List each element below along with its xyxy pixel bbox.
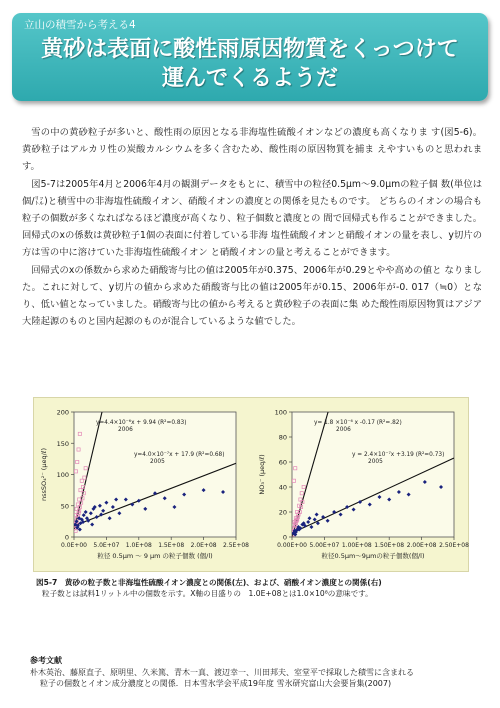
caption-main: 図5-7 黄砂の粒子数と非海塩性硫酸イオン濃度との関係(左)、および、硝酸イオン濃度との関係(右) (36, 578, 382, 587)
title-banner (12, 13, 488, 101)
title-line-2: 運んでくるようだ (161, 66, 338, 91)
y-tick-label: 60 (278, 458, 287, 467)
x-tick-label: 2.50E+08 (439, 542, 469, 549)
plot-area (74, 412, 236, 537)
figure-caption (36, 577, 476, 599)
x-tick-label: 1.50E+08 (374, 542, 405, 549)
paragraph-3: 回帰式のxの係数から求めた硝酸寄与比の値は2005年が0.375、2006年が0.29とやや高めの値と なりました。これに対して、y切片の値から求めた硝酸寄与比の値は2005年が0.15、2006年が-0. 017（≒0）となり、低い値となっていました。硝酸寄与比の値から考えると黄砂粒子の表面に集 めた酸性雨原因物質はアジア大陸起源のものと国内起源のものが混合しているような値でした。 (22, 265, 482, 327)
x-tick-label: 0.0E+00 (61, 542, 87, 549)
chart-sulfate (34, 398, 250, 571)
x-tick-label: 1.0E+08 (125, 542, 152, 549)
figure-5-7 (33, 397, 469, 572)
y-tick-label: 200 (56, 408, 69, 417)
y-tick-label: 100 (56, 471, 69, 479)
paragraph-2: 図5-7は2005年4月と2006年4月の観測データをもとに、積雪中の粒径0.5μm～9.0μmの粒子個 数(単位は個/㍑)と積雪中の非海塩性硫酸イオン、硝酸イオンの濃度との関係を見たものです。 どちらのイオンの場合も粒子の個数が多くなればなるほど濃度が高くなり、粒子個数と濃度との 間で回帰式も作ることができました。回帰式のxの係数は黄砂粒子1個の表面に付着している非海 塩性硫酸イオンと硝酸イオンの量を表し、y切片の方は雪の中に溶けていた非海塩性硫酸イオン と硝酸イオンの量と考えることができます。 (22, 179, 482, 258)
x-tick-label: 0.00E+00 (277, 542, 307, 549)
x-tick-label: 1.00E+08 (341, 542, 372, 549)
references (30, 655, 485, 690)
equation-2006-year: 2006 (118, 427, 133, 433)
y-tick-label: 150 (56, 439, 69, 448)
chart-svg (34, 398, 250, 571)
equation-2006: y= 1.8 ×10⁻⁶ x -0.17 (R²=.82) (314, 420, 402, 426)
y-axis-label: nssSO₄²⁻ (μeq/ℓ) (40, 447, 48, 502)
page-title (12, 35, 488, 93)
paragraph-1: 雪の中の黄砂粒子が多いと、酸性雨の原因となる非海塩性硫酸イオンなどの濃度も高くなりま す(図5-6)。黄砂粒子はアルカリ性の炭酸カルシウムを多く含むため、酸性雨の原因物質を捕ま えやすいものと思われます。 (22, 127, 482, 172)
equation-2006: y=4.4×10⁻⁶x + 9.94 (R²=0.83) (96, 420, 187, 426)
chart-svg (252, 398, 468, 571)
caption-note: 粒子数とは試料1リットル中の個数を示す。X軸の目盛りの 1.0E+08とは1.0×10⁸の意味です。 (42, 589, 373, 598)
equation-2006-year: 2006 (336, 427, 351, 433)
reference-line-2: 粒子の個数とイオン成分濃度との関係．日本雪氷学会平成19年度 雪氷研究富山大会要旨集(2007) (40, 679, 392, 688)
x-tick-label: 2.5E+08 (223, 542, 249, 549)
y-tick-label: 0 (282, 533, 287, 542)
references-title: 参考文献 (30, 656, 62, 665)
x-axis-label: 粒径0.5μm～9μmの粒子個数(個/l) (321, 552, 425, 560)
x-tick-label: 2.00E+08 (406, 542, 437, 549)
equation-2005: y=4.0×10⁻⁷x + 17.9 (R²=0.68) (134, 452, 225, 458)
chart-nitrate (252, 398, 468, 571)
y-tick-label: 100 (274, 408, 287, 417)
y-tick-label: 50 (60, 502, 69, 511)
plot-area (292, 412, 454, 537)
reference-line-1: 朴木英治、藤原直子、原明里、久米篤、青木一真、渡辺幸一、川田邦夫、室堂平で採取した積雪に含まれる (30, 667, 414, 677)
y-axis-label: NO₃⁻ (μeq/ℓ) (258, 454, 266, 495)
body-text (22, 124, 482, 331)
x-tick-label: 5.0E+07 (93, 542, 120, 549)
x-tick-label: 2.0E+08 (190, 542, 217, 549)
equation-2005-year: 2005 (150, 459, 165, 465)
y-tick-label: 20 (278, 508, 287, 517)
y-tick-label: 40 (278, 483, 287, 492)
x-axis-label: 粒径 0.5μm ～ 9 μm の粒子個数 (個/l) (97, 552, 213, 560)
y-tick-label: 0 (64, 533, 69, 542)
equation-2005: y = 2.4×10⁻⁷x +3.19 (R²=0.73) (352, 452, 445, 458)
x-tick-label: 1.5E+08 (158, 542, 185, 549)
equation-2005-year: 2005 (368, 459, 383, 465)
series-label: 立山の積雪から考える4 (24, 19, 136, 31)
x-tick-label: 5.00E+07 (309, 542, 340, 549)
title-line-1: 黄砂は表面に酸性雨原因物質をくっつけて (41, 37, 459, 62)
y-tick-label: 80 (278, 433, 287, 442)
